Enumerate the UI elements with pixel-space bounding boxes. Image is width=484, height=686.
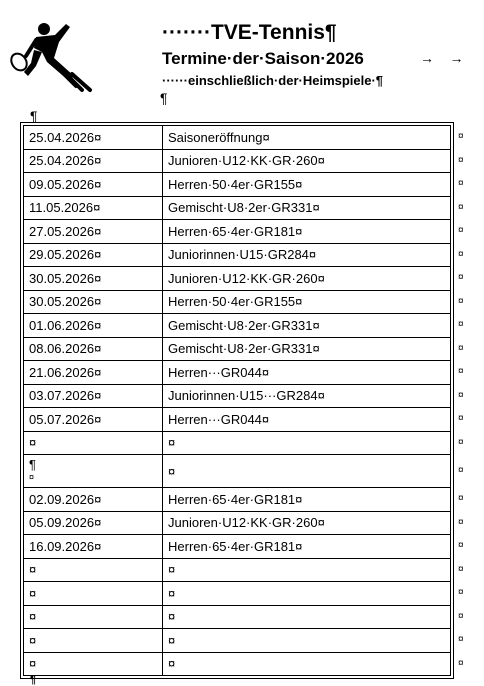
page-title: ·······TVE-Tennis¶ (162, 21, 337, 44)
event-cell[interactable]: ¤ (163, 431, 451, 455)
table-row (24, 267, 451, 291)
date-cell[interactable]: ¤ (24, 582, 163, 606)
event-cell[interactable]: ¤ (163, 558, 451, 582)
paragraph-mark: ¶ (30, 674, 37, 686)
event-cell[interactable]: Junioren·U12·KK·GR·260¤ (163, 267, 451, 291)
table-row (24, 196, 451, 220)
event-cell[interactable]: Junioren·U12·KK·GR·260¤ (163, 149, 451, 173)
event-cell[interactable]: Herren·50·4er·GR155¤ (163, 290, 451, 314)
date-cell[interactable]: 25.04.2026¤ (24, 149, 163, 173)
date-cell[interactable]: 05.09.2026¤ (24, 511, 163, 535)
row-end-mark: ¤ (458, 634, 464, 646)
paragraph-mark: ¶ (29, 457, 36, 472)
row-end-mark: ¤ (458, 154, 464, 166)
event-cell[interactable]: Herren···GR044¤ (163, 408, 451, 432)
row-end-mark: ¤ (458, 587, 464, 599)
table-row (24, 629, 451, 653)
event-cell[interactable]: ¤ (163, 605, 451, 629)
event-cell[interactable]: Juniorinnen·U15·GR284¤ (163, 243, 451, 267)
cell-end-mark: ¤ (29, 472, 35, 482)
row-end-mark: ¤ (458, 295, 464, 307)
event-cell[interactable]: Gemischt·U8·2er·GR331¤ (163, 314, 451, 338)
row-end-mark: ¤ (458, 319, 464, 331)
event-cell[interactable]: Junioren·U12·KK·GR·260¤ (163, 511, 451, 535)
table-row (24, 220, 451, 244)
table-row (24, 431, 451, 455)
event-cell[interactable]: Gemischt·U8·2er·GR331¤ (163, 196, 451, 220)
row-end-mark: ¤ (458, 131, 464, 143)
tennis-player-icon (6, 18, 102, 96)
row-end-mark: ¤ (458, 225, 464, 237)
event-cell[interactable]: Saisoneröffnung¤ (163, 126, 451, 150)
row-end-mark: ¤ (458, 657, 464, 669)
schedule-table (20, 122, 454, 679)
table-row (24, 149, 451, 173)
table-row (24, 361, 451, 385)
event-cell[interactable]: Herren·50·4er·GR155¤ (163, 173, 451, 197)
paragraph-mark: ¶ (160, 90, 168, 106)
table-row (24, 243, 451, 267)
row-end-mark: ¤ (458, 436, 464, 448)
row-end-mark: ¤ (458, 563, 464, 575)
subtitle-line: ······einschließlich·der·Heimspiele·¶ (162, 73, 384, 88)
table-row (24, 605, 451, 629)
date-cell[interactable]: 08.06.2026¤ (24, 337, 163, 361)
event-cell[interactable]: Gemischt·U8·2er·GR331¤ (163, 337, 451, 361)
date-cell[interactable] (24, 455, 163, 488)
page-subtitle: Termine·der·Saison·2026 (162, 49, 364, 68)
row-end-mark: ¤ (458, 342, 464, 354)
date-cell[interactable]: 03.07.2026¤ (24, 384, 163, 408)
date-cell[interactable]: 09.05.2026¤ (24, 173, 163, 197)
event-cell[interactable]: ¤ (163, 455, 451, 488)
event-cell[interactable]: Herren·65·4er·GR181¤ (163, 220, 451, 244)
row-end-mark: ¤ (458, 516, 464, 528)
table-row (24, 652, 451, 676)
table-row (24, 488, 451, 512)
date-cell[interactable]: 05.07.2026¤ (24, 408, 163, 432)
row-end-mark: ¤ (458, 366, 464, 378)
table-row (24, 290, 451, 314)
row-end-mark: ¤ (458, 540, 464, 552)
date-cell[interactable]: ¤ (24, 431, 163, 455)
date-cell[interactable]: 25.04.2026¤ (24, 126, 163, 150)
event-cell[interactable]: Herren·65·4er·GR181¤ (163, 535, 451, 559)
date-cell[interactable]: 27.05.2026¤ (24, 220, 163, 244)
row-end-mark: ¤ (458, 413, 464, 425)
table-row (24, 535, 451, 559)
row-end-mark: ¤ (458, 389, 464, 401)
event-cell[interactable]: ¤ (163, 652, 451, 676)
table-row (24, 173, 451, 197)
row-end-mark: ¤ (458, 201, 464, 213)
table-row (24, 408, 451, 432)
table-row (24, 337, 451, 361)
table-row (24, 384, 451, 408)
date-cell[interactable]: 30.05.2026¤ (24, 290, 163, 314)
row-end-mark: ¤ (458, 272, 464, 284)
date-cell[interactable]: ¤ (24, 558, 163, 582)
table-row (24, 314, 451, 338)
row-end-mark: ¤ (458, 248, 464, 260)
date-cell[interactable]: ¤ (24, 652, 163, 676)
row-end-mark: ¤ (458, 610, 464, 622)
date-cell[interactable]: 11.05.2026¤ (24, 196, 163, 220)
date-cell[interactable]: 01.06.2026¤ (24, 314, 163, 338)
date-cell[interactable]: 16.09.2026¤ (24, 535, 163, 559)
table-row (24, 582, 451, 606)
event-cell[interactable]: Herren···GR044¤ (163, 361, 451, 385)
table-row (24, 455, 451, 488)
date-cell[interactable]: 21.06.2026¤ (24, 361, 163, 385)
event-cell[interactable]: ¤ (163, 582, 451, 606)
row-end-mark: ¤ (458, 465, 464, 476)
date-cell[interactable]: ¤ (24, 605, 163, 629)
table-row (24, 511, 451, 535)
table-row (24, 126, 451, 150)
table-row (24, 558, 451, 582)
date-cell[interactable]: ¤ (24, 629, 163, 653)
date-cell[interactable]: 02.09.2026¤ (24, 488, 163, 512)
event-cell[interactable]: Juniorinnen·U15···GR284¤ (163, 384, 451, 408)
tab-marks: → → (420, 50, 464, 66)
row-end-mark: ¤ (458, 178, 464, 190)
paragraph-mark: ¶ (30, 108, 38, 124)
row-end-mark: ¤ (458, 493, 464, 505)
date-cell[interactable]: 30.05.2026¤ (24, 267, 163, 291)
date-cell[interactable]: 29.05.2026¤ (24, 243, 163, 267)
event-cell[interactable]: Herren·65·4er·GR181¤ (163, 488, 451, 512)
event-cell[interactable]: ¤ (163, 629, 451, 653)
